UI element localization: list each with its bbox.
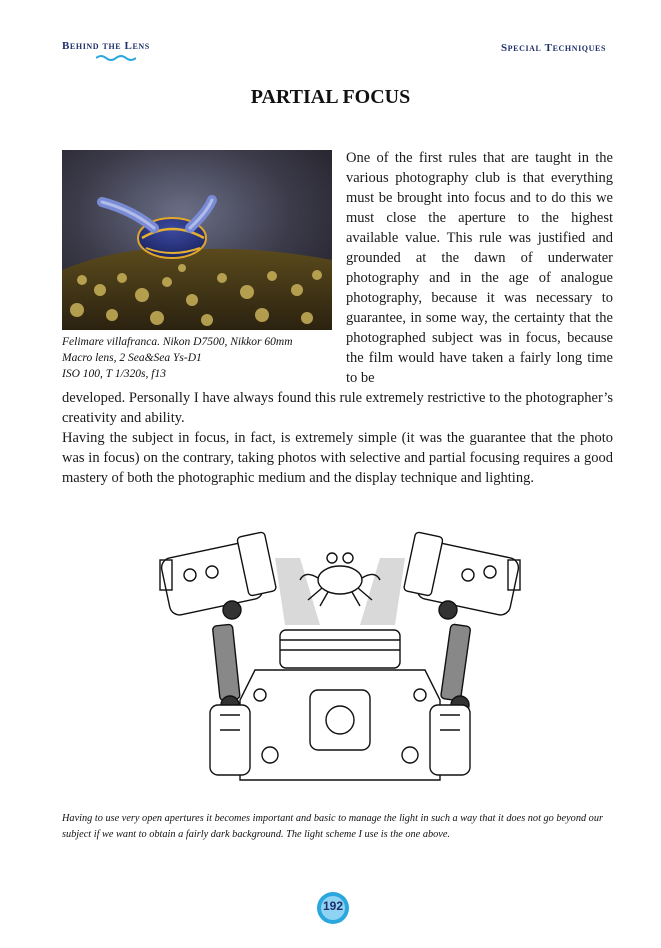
photo-caption <box>62 334 332 382</box>
photo-caption-line: ISO 100, T 1/320s, f13 <box>62 368 166 380</box>
body-paragraph: developed. Personally I have always found this rule extremely restrictive to the photographer’s creativity and ability. <box>62 390 613 426</box>
page-title: PARTIAL FOCUS <box>250 86 411 108</box>
photo-caption-line: Macro lens, 2 Sea&Sea Ys-D1 <box>62 352 202 364</box>
photo-caption-line: Felimare villafranca. Nikon D7500, Nikkor 60mm <box>62 336 293 348</box>
body-text-full <box>62 388 613 488</box>
page-number: 192 <box>322 899 344 913</box>
diagram-caption: Having to use very open apertures it becomes important and basic to manage the light in such a way that it does not go beyond our subject if we want to obtain a fairly dark background. The light scheme I use is the one above. <box>62 813 603 840</box>
left-strobe-icon <box>160 532 277 617</box>
wave-icon <box>96 54 136 62</box>
body-text-column: One of the first rules that are taught in the various photography club is that everything must be brought into focus and to do this we must close the aperture to the highest available value. This rule was justified and grounded at the dawn of underwater photography and in the age of analogue photography, because it was necessary to guarantee, in some way, the certainty that the photographed subject was in focus, because the film would have taken a fairly long time to be <box>346 150 613 386</box>
body-paragraph: Having the subject in focus, in fact, is extremely simple (it was the guarantee that the photo was in focus) on the contrary, taking photos with selective and partial focusing requires a good mastery of both the photographic medium and the display technique and lighting. <box>62 430 613 486</box>
nudibranch-photo <box>62 150 332 330</box>
header-chapter-title: Special Techniques <box>500 42 606 54</box>
lighting-scheme-diagram <box>150 530 530 808</box>
header-section-title: Behind the Lens <box>62 40 150 52</box>
right-strobe-icon <box>403 532 520 617</box>
crab-icon <box>300 553 380 606</box>
